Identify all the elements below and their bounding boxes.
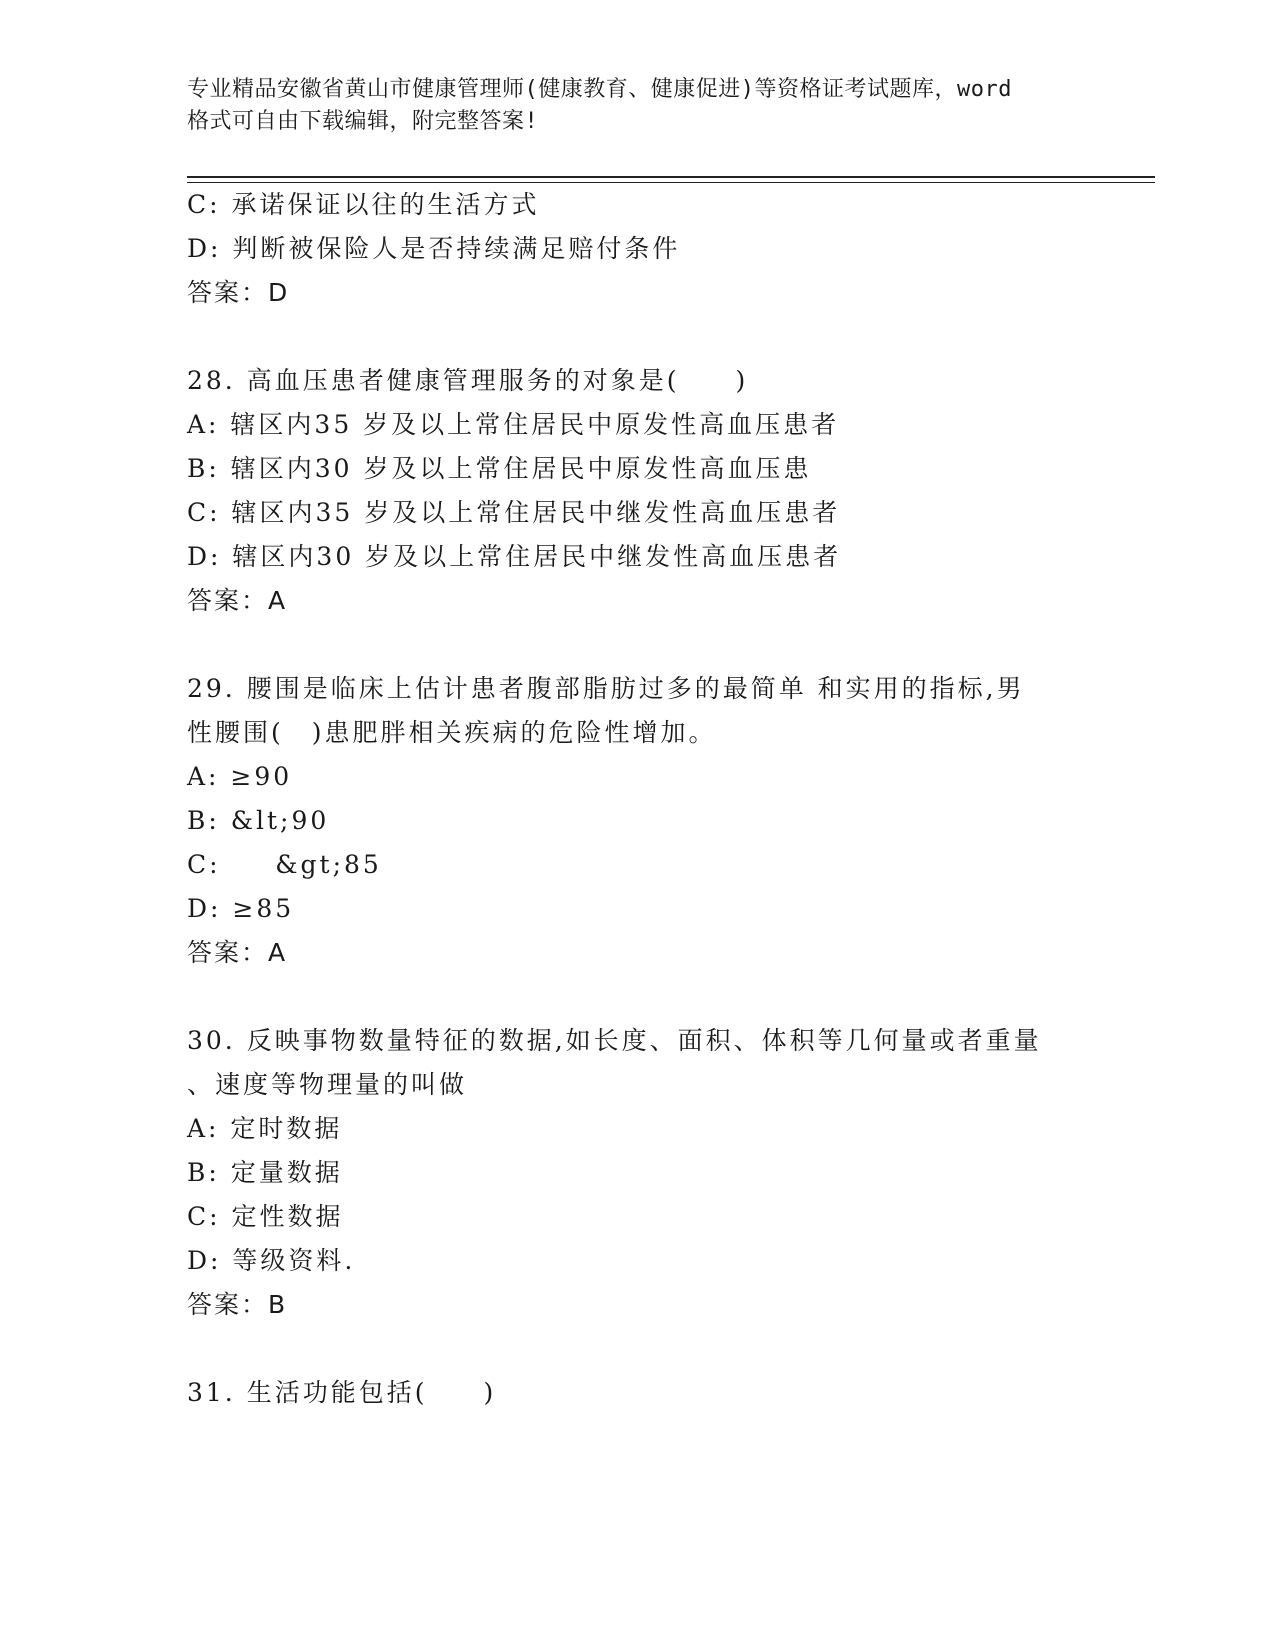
- question-29-answer: 答案：A: [187, 938, 288, 967]
- document-header: [187, 74, 1087, 138]
- question-30-option-b: B: 定量数据: [187, 1158, 343, 1187]
- question-28-option-a: A: 辖区内35 岁及以上常住居民中原发性高血压患者: [187, 410, 840, 439]
- question-29-option-b: B: &lt;90: [187, 806, 330, 835]
- question-28-answer: 答案：A: [187, 586, 288, 615]
- header-rule-thick: [187, 176, 1155, 178]
- question-28-option-c: C: 辖区内35 岁及以上常住居民中继发性高血压患者: [187, 498, 841, 527]
- question-31-stem: 31. 生活功能包括( ): [187, 1378, 497, 1407]
- question-30-stem-line-2: 、速度等物理量的叫做: [187, 1070, 468, 1099]
- question-28-option-d: D: 辖区内30 岁及以上常住居民中继发性高血压患者: [187, 542, 842, 571]
- question-30-answer: 答案：B: [187, 1290, 288, 1319]
- header-rule-thin: [187, 182, 1155, 183]
- question-28-stem: 28. 高血压患者健康管理服务的对象是( ): [187, 366, 749, 395]
- question-30-stem-line-1: 30. 反映事物数量特征的数据,如长度、面积、体积等几何量或者重量: [187, 1026, 1042, 1055]
- question-29-option-d: D: ≥85: [187, 894, 295, 923]
- question-29-option-c: C: &gt;85: [187, 850, 382, 879]
- question-28-option-b: B: 辖区内30 岁及以上常住居民中原发性高血压患: [187, 454, 812, 483]
- question-30-option-a: A: 定时数据: [187, 1114, 343, 1143]
- header-line-2: 格式可自由下载编辑，附完整答案!: [187, 109, 539, 134]
- question-29-stem-line-1: 29. 腰围是临床上估计患者腹部脂肪过多的最简单 和实用的指标,男: [187, 674, 1025, 703]
- prev-answer: 答案：D: [187, 278, 290, 307]
- prev-option-c: C: 承诺保证以往的生活方式: [187, 190, 540, 219]
- header-line-1: 专业精品安徽省黄山市健康管理师(健康教育、健康促进)等资格证考试题库，word: [187, 77, 1012, 102]
- question-29-option-a: A: ≥90: [187, 762, 293, 791]
- question-29-stem-line-2: 性腰围( )患肥胖相关疾病的危险性增加。: [187, 718, 717, 747]
- question-30-option-d: D: 等级资料.: [187, 1246, 356, 1275]
- prev-option-d: D: 判断被保险人是否持续满足赔付条件: [187, 234, 681, 263]
- question-30-option-c: C: 定性数据: [187, 1202, 344, 1231]
